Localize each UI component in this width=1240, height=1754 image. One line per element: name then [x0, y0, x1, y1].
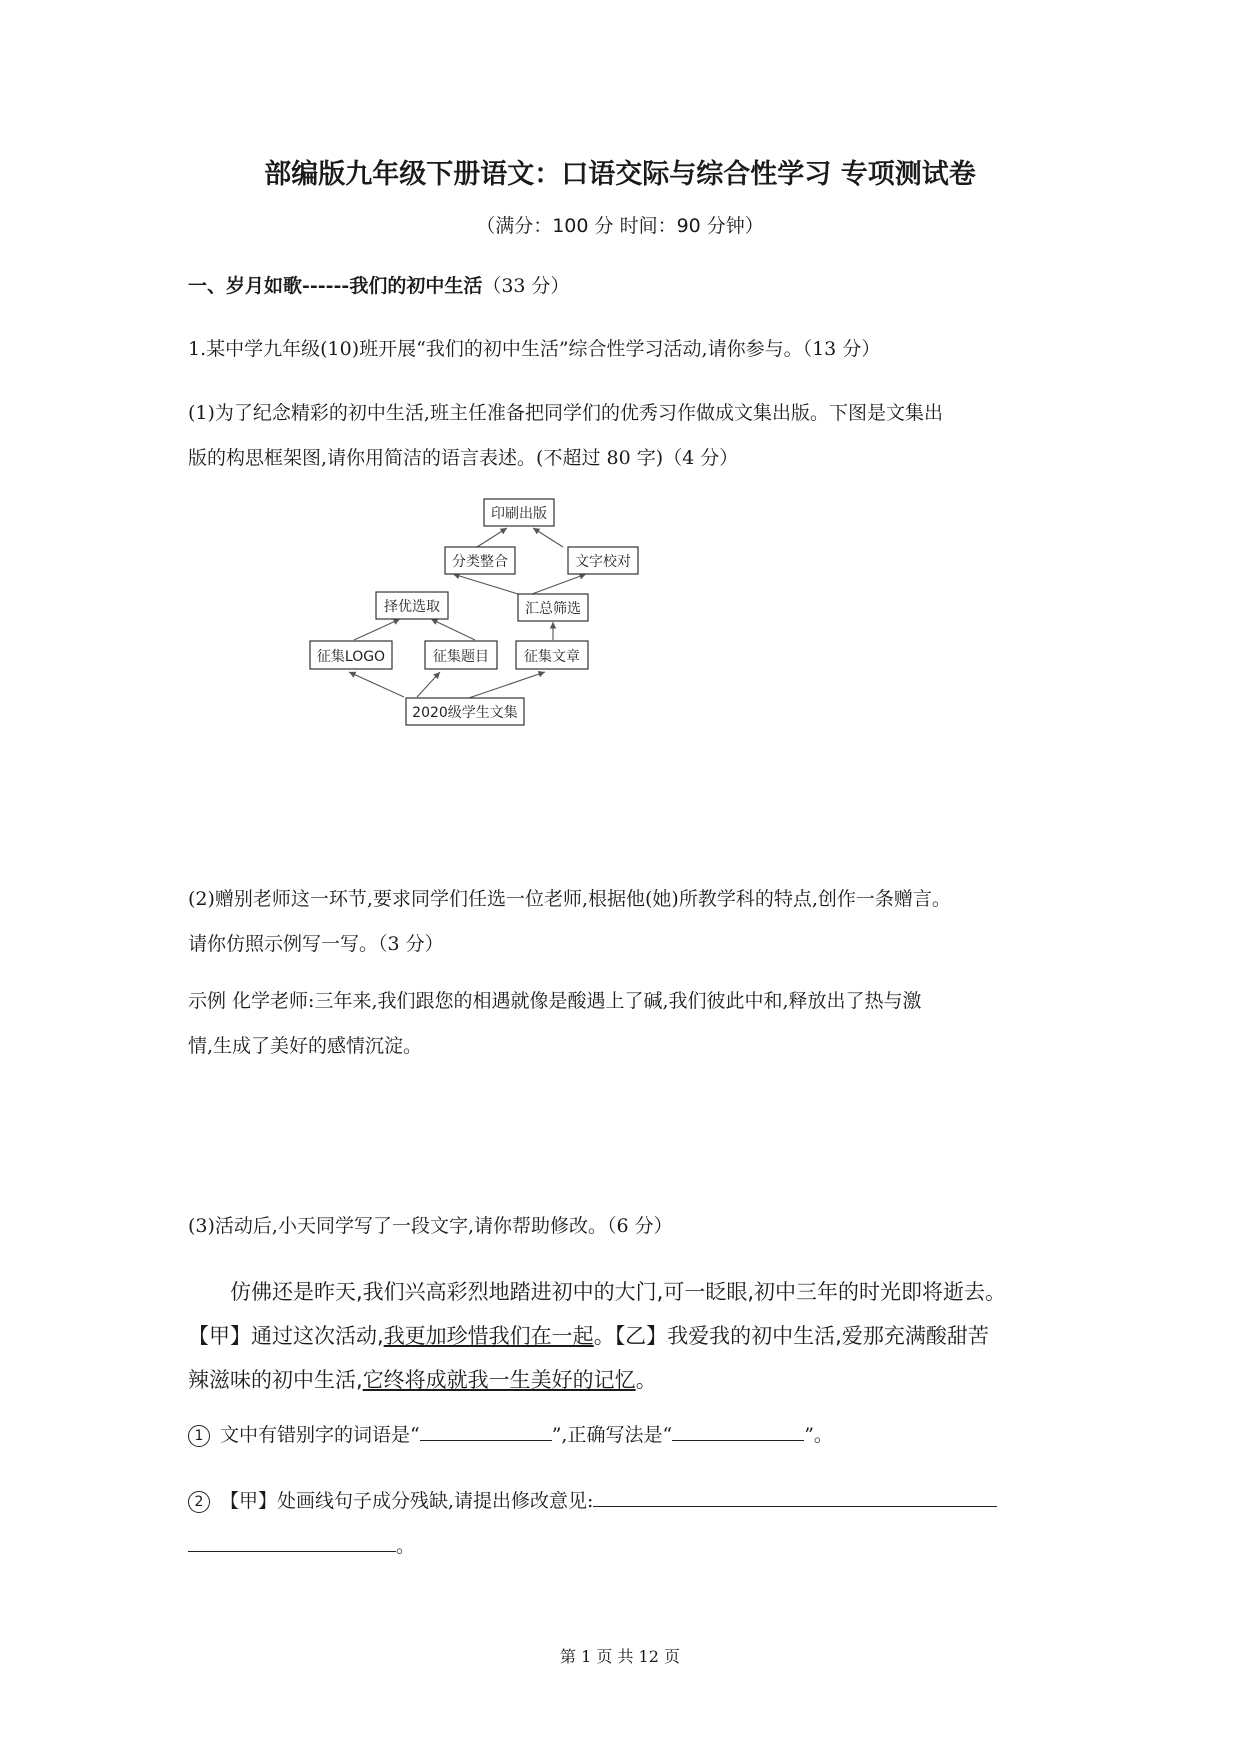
revision-answer-blank-continued[interactable]: [188, 1533, 396, 1552]
node-print: 印刷出版: [491, 506, 547, 522]
sub-1-end: ”。: [804, 1424, 833, 1446]
node-summary: 汇总筛选: [525, 601, 581, 617]
node-topic: 征集题目: [433, 649, 489, 665]
marker-jia: 【甲】: [188, 1324, 251, 1348]
sub-2-line-1: [188, 1485, 1058, 1518]
section-heading: [188, 270, 1058, 303]
arrow-summary-to-left-mid: [453, 574, 518, 594]
student-passage: [188, 1270, 1058, 1402]
wrong-word-blank[interactable]: [420, 1422, 552, 1441]
exam-info: （满分：100 分 时间：90 分钟）: [476, 215, 764, 237]
node-classify: 分类整合: [452, 554, 508, 570]
page-title: 部编版九年级下册语文：口语交际与综合性学习 专项测试卷: [264, 159, 976, 190]
yi-underlined-sentence: 它终将成就我一生美好的记忆: [362, 1368, 636, 1392]
arrow-left-mid-to-top: [477, 528, 507, 547]
part-1-line-2: 版的构思框架图,请你用简洁的语言表述。(不超过 80 字)（4 分）: [188, 447, 739, 469]
sub-question-1: [188, 1419, 1058, 1452]
passage-line-2: [188, 1314, 1058, 1358]
example-line-2: 情,生成了美好的感情沉淀。: [188, 1035, 423, 1057]
jia-period: 。: [593, 1324, 615, 1348]
example-line-1: 示例 化学老师:三年来,我们跟您的相遇就像是酸遇上了碱,我们彼此中和,释放出了热与激: [188, 990, 922, 1012]
section-score: （33 分）: [482, 275, 570, 297]
section-title: 一、岁月如歌------我们的初中生活: [188, 275, 483, 297]
sub-2-prompt: 【甲】处画线句子成分残缺,请提出修改意见:: [220, 1490, 594, 1512]
framework-diagram: [300, 496, 660, 732]
jia-underlined-sentence: 我更加珍惜我们在一起: [383, 1324, 594, 1348]
sub-2-end: 。: [396, 1535, 416, 1557]
arrow-root-to-article: [460, 672, 545, 701]
node-article: 征集文章: [524, 649, 580, 665]
part-2-line-1: (2)赠别老师这一环节,要求同学们任选一位老师,根据他(她)所教学科的特点,创作一条赠言。: [188, 888, 951, 910]
revision-answer-blank[interactable]: [593, 1488, 997, 1507]
part-1-line-1: (1)为了纪念精彩的初中生活,班主任准备把同学们的优秀习作做成文集出版。下图是文集出: [188, 402, 943, 424]
question-1-part-1: [188, 397, 1058, 475]
arrow-root-to-topic: [417, 672, 440, 697]
yi-text: 我爱我的初中生活,爱那充满酸甜苦: [667, 1324, 989, 1348]
question-1-part-2: [188, 883, 1058, 961]
passage-line-3-end: 。: [635, 1368, 657, 1392]
sub-1-prompt: 文中有错别字的词语是“: [220, 1424, 420, 1446]
circled-number-2: 2: [188, 1491, 210, 1513]
question-1-part-3: (3)活动后,小天同学写了一段文字,请你帮助修改。（6 分）: [188, 1215, 673, 1237]
arrow-logo-to-select: [354, 619, 400, 640]
node-proofread: 文字校对: [575, 554, 631, 570]
sub-question-2: [188, 1485, 1058, 1563]
arrow-summary-to-right-mid: [532, 574, 586, 594]
jia-text: 通过这次活动,: [251, 1324, 384, 1348]
arrow-right-mid-to-top: [533, 528, 563, 547]
page-footer: 第 1 页 共 12 页: [560, 1647, 680, 1666]
passage-line-1: 仿佛还是昨天,我们兴高彩烈地踏进初中的大门,可一眨眼,初中三年的时光即将逝去。: [230, 1280, 1007, 1304]
passage-line-3-start: 辣滋味的初中生活,: [188, 1368, 363, 1392]
arrow-root-to-logo: [349, 672, 404, 697]
part-2-line-2: 请你仿照示例写一写。（3 分）: [188, 933, 444, 955]
example-text: [188, 985, 1058, 1063]
correct-word-blank[interactable]: [672, 1422, 804, 1441]
question-1-intro: 1.某中学九年级(10)班开展“我们的初中生活”综合性学习活动,请你参与。（13 分）: [188, 338, 881, 360]
node-select: 择优选取: [384, 599, 440, 615]
arrow-topic-to-select: [431, 619, 475, 640]
marker-yi: 【乙】: [614, 1324, 668, 1348]
node-root: 2020级学生文集: [412, 705, 518, 721]
passage-line-3: [188, 1358, 1058, 1402]
node-logo: 征集LOGO: [316, 649, 386, 665]
sub-1-mid: ”,正确写法是“: [551, 1424, 673, 1446]
circled-number-1: 1: [188, 1425, 210, 1447]
sub-2-line-2: [188, 1530, 1058, 1563]
